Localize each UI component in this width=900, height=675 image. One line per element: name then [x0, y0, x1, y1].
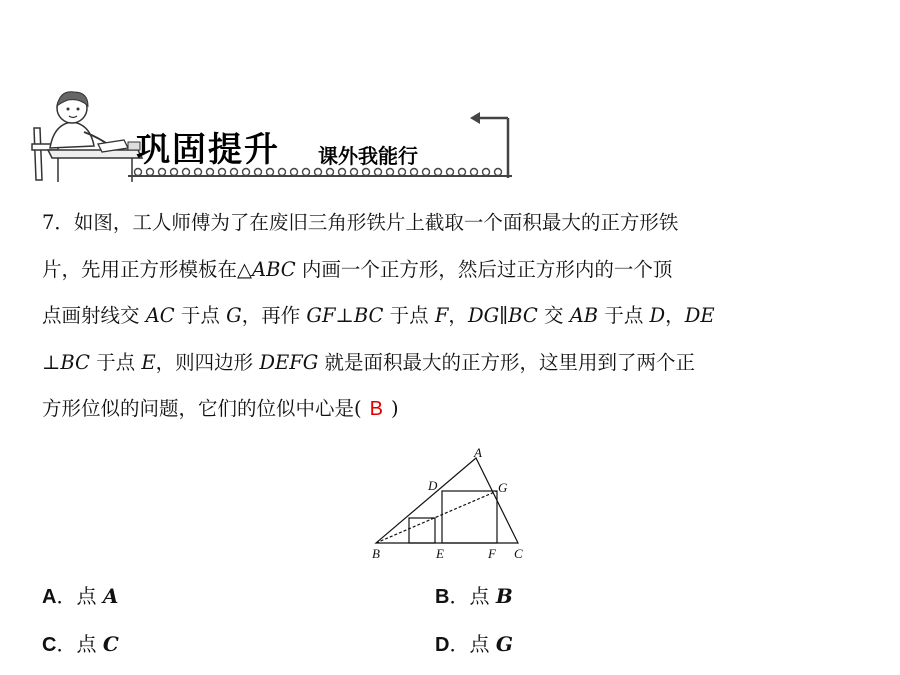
label-f: F: [488, 546, 496, 561]
option-a[interactable]: A．点 A: [42, 584, 119, 608]
question-line-4: ⊥BC 于点 E，则四边形 DEFG 就是面积最大的正方形，这里用到了两个正: [42, 350, 696, 374]
label-d: D: [428, 478, 438, 493]
question-line-5: 方形位似的问题，它们的位似中心是( B ): [42, 397, 399, 420]
option-c[interactable]: C．点 C: [42, 632, 119, 656]
geometry-figure: [368, 444, 538, 564]
question-line-1: 7．如图，工人师傅为了在废旧三角形铁片上截取一个面积最大的正方形铁: [42, 211, 679, 234]
question-block: [42, 200, 862, 433]
label-g: G: [498, 480, 508, 495]
label-a: A: [474, 445, 482, 460]
square-defg: [442, 491, 497, 543]
section-subtitle: 课外我能行: [318, 144, 418, 168]
ray-bg: [376, 491, 497, 543]
option-d[interactable]: D．点 G: [435, 632, 513, 656]
answer-value: B: [369, 398, 383, 420]
small-square: [409, 518, 435, 543]
section-title: 巩固提升: [136, 130, 280, 170]
option-b[interactable]: B．点 B: [435, 584, 513, 608]
label-b: B: [372, 546, 380, 561]
question-line-3: 点画射线交 AC 于点 G，再作 GF⊥BC 于点 F，DG∥BC 交 AB 于点 D，DE: [42, 304, 715, 327]
question-number: 7: [42, 211, 55, 234]
label-e: E: [436, 546, 444, 561]
section-banner: [28, 88, 528, 188]
label-c: C: [514, 546, 523, 561]
question-line-2: 片，先用正方形模板在△ABC 内画一个正方形，然后过正方形内的一个顶: [42, 257, 673, 281]
